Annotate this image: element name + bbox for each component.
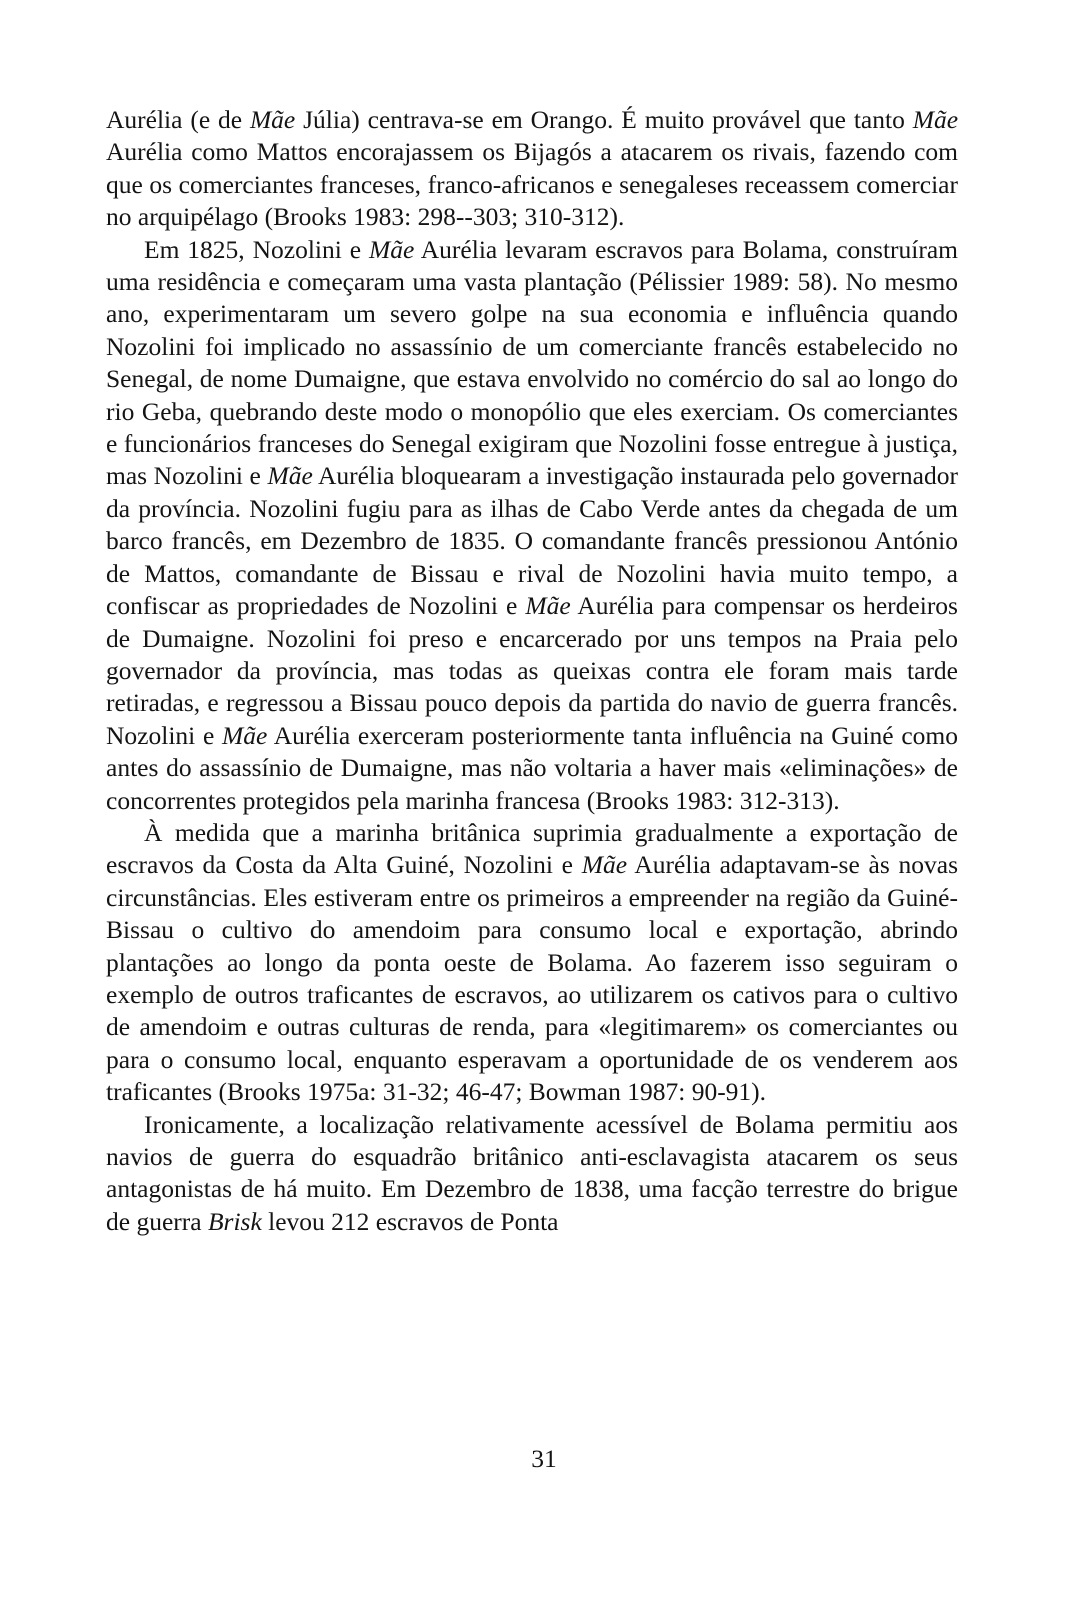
text-run: Júlia) centrava-se em Orango. É muito provável que tanto xyxy=(295,105,913,134)
paragraph xyxy=(106,104,958,234)
text-run: Aurélia como Mattos encorajassem os Bijagós a atacarem os rivais, fazendo com que os comerciantes franceses, franco-africanos e senegaleses receassem comerciar no arquipélago (Brooks 1983: 298--303; 310-312). xyxy=(106,137,958,232)
text-run: Aurélia adaptavam-se às novas circunstâncias. Eles estiveram entre os primeiros a empreender na região da Guiné-Bissau o cultivo do amendoim para consumo local e exportação, abrindo plantações ao longo da ponta oeste de Bolama. Ao fazerem isso seguiram o exemplo de outros traficantes de escravos, ao utilizarem os cativos para o cultivo de amendoim e outras culturas de renda, para «legitimarem» os comerciantes ou para o consumo local, enquanto esperavam a oportunidade de os venderem aos traficantes (Brooks 1975a: 31-32; 46-47; Bowman 1987: 90-91). xyxy=(106,850,958,1107)
paragraph xyxy=(106,234,958,817)
italic-text: Brisk xyxy=(207,1206,262,1236)
text-run: levou 212 escravos de Ponta xyxy=(261,1206,559,1236)
text-run: Ironicamente, a localização relativamente acessível de Bolama permitiu aos navios de guerra do esquadrão britânico anti-esclavagista atacarem os seus antagonistas de há muito. Em Dezembro de 1838, uma facção terrestre do brigue de guerra xyxy=(106,1109,958,1236)
italic-text: Mãe xyxy=(222,720,268,750)
text-run: Em 1825, Nozolini e xyxy=(144,234,369,264)
body-text xyxy=(106,104,958,1238)
italic-text: Mãe xyxy=(267,461,313,491)
italic-text: Mãe xyxy=(525,591,571,621)
italic-text: Mãe xyxy=(912,105,959,134)
text-run: Aurélia exerceram posteriormente tanta influência na Guiné como antes do assassínio de Dumaigne, mas não voltaria a haver mais «eliminações» de concorrentes protegidos pela marinha francesa (Brooks 1983: 312-313). xyxy=(106,720,958,815)
text-run: À medida que a marinha britânica suprimia gradualmente a exportação de escravos da Costa da Alta Guiné, Nozolini e xyxy=(106,817,958,880)
paragraph xyxy=(106,817,958,1109)
text-run: Aurélia (e de xyxy=(106,105,250,134)
text-run: Aurélia bloquearam a investigação instaurada pelo governador da província. Nozolini fugiu para as ilhas de Cabo Verde antes da chegada de um barco francês, em Dezembro de 1835. O comandante francês pressionou António de Mattos, comandante de Bissau e rival de Nozolini havia muito tempo, a confiscar as propriedades de Nozolini e xyxy=(106,461,958,621)
italic-text: Mãe xyxy=(249,105,296,134)
italic-text: Mãe xyxy=(368,234,415,264)
page-number: 31 xyxy=(531,1444,557,1473)
text-run: Aurélia para compensar os herdeiros de Dumaigne. Nozolini foi preso e encarcerado por uns tempos na Praia pelo governador da província, mas todas as queixas contra ele foram mais tarde retiradas, e regressou a Bissau pouco depois da partida do navio de guerra francês. Nozolini e xyxy=(106,591,958,750)
italic-text: Mãe xyxy=(581,850,628,880)
paragraph xyxy=(106,1109,958,1239)
text-run: Aurélia levaram escravos para Bolama, construíram uma residência e começaram uma vasta plantação (Pélissier 1989: 58). No mesmo ano, experimentaram um severo golpe na sua economia e influência quando Nozolini foi implicado no assassínio de um comerciante francês estabelecido no Senegal, de nome Dumaigne, que estava envolvido no comércio do sal ao longo do rio Geba, quebrando deste modo o monopólio que eles exerciam. Os comerciantes e funcionários franceses do Senegal exigiram que Nozolini fosse entregue à justiça, mas Nozolini e xyxy=(106,234,958,491)
